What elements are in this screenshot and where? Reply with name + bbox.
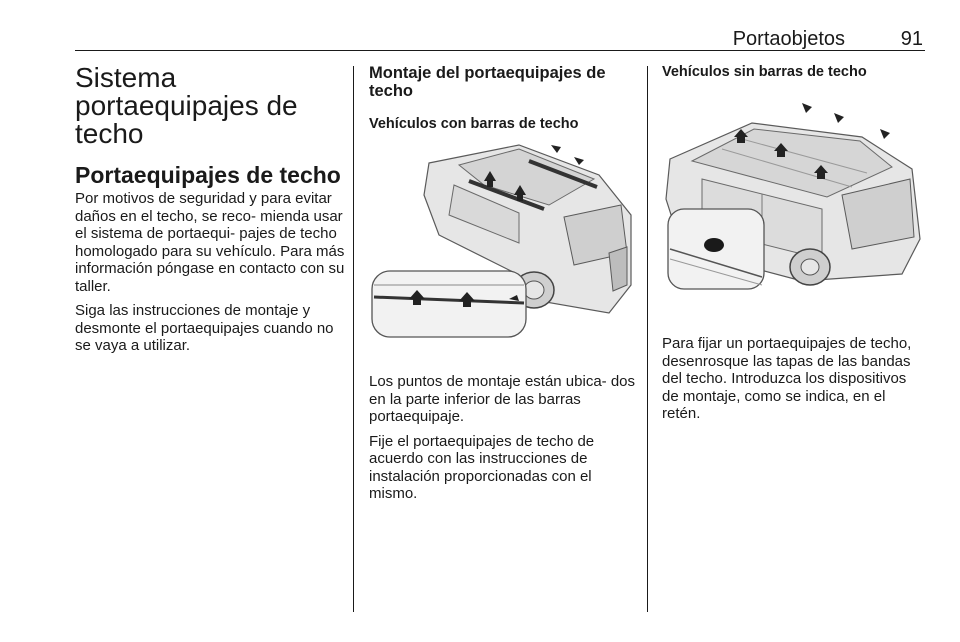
column-2	[369, 64, 635, 510]
page-header	[75, 28, 925, 51]
paragraph: Fije el portaequipajes de techo de acuerdo con las instrucciones de instalación proporcionadas con el mismo.	[369, 432, 595, 502]
van-rear-view-drawing	[369, 135, 635, 371]
page-number: 91	[900, 28, 923, 50]
running-title: Portaobjetos	[732, 28, 845, 50]
subsection-title: Vehículos sin barras de techo	[662, 64, 867, 80]
van-with-roof-bars-illustration	[369, 135, 635, 373]
van-without-roof-bars-illustration	[662, 99, 926, 335]
column-3	[662, 64, 926, 430]
paragraph: Los puntos de montaje están ubica- dos en la parte inferior de las barras portaequipaje.	[369, 373, 636, 425]
section-title: Montaje del portaequipajes de techo	[369, 64, 606, 100]
paragraph: Para fijar un portaequipajes de techo, desenrosque las tapas de las bandas del techo. Introduzca los dispositivos de montaje, como se indica, en el retén.	[662, 335, 912, 422]
column-divider-2	[647, 66, 648, 612]
subsection-title: Portaequipajes de techo	[75, 162, 341, 188]
section-title: Sistema portaequipajes de techo	[75, 62, 298, 149]
van-roof-view-drawing	[662, 99, 926, 331]
column-divider-1	[353, 66, 354, 612]
paragraph: Siga las instrucciones de montaje y desmonte el portaequipajes cuando no se vaya a utilizar.	[75, 302, 334, 354]
column-1	[75, 64, 347, 362]
paragraph: Por motivos de seguridad y para evitar daños en el techo, se reco- mienda usar el sistema de portaequi- pajes de techo homologado para su vehículo. Para más información póngase en contacto con su taller.	[75, 190, 345, 295]
subsection-title: Vehículos con barras de techo	[369, 116, 579, 132]
